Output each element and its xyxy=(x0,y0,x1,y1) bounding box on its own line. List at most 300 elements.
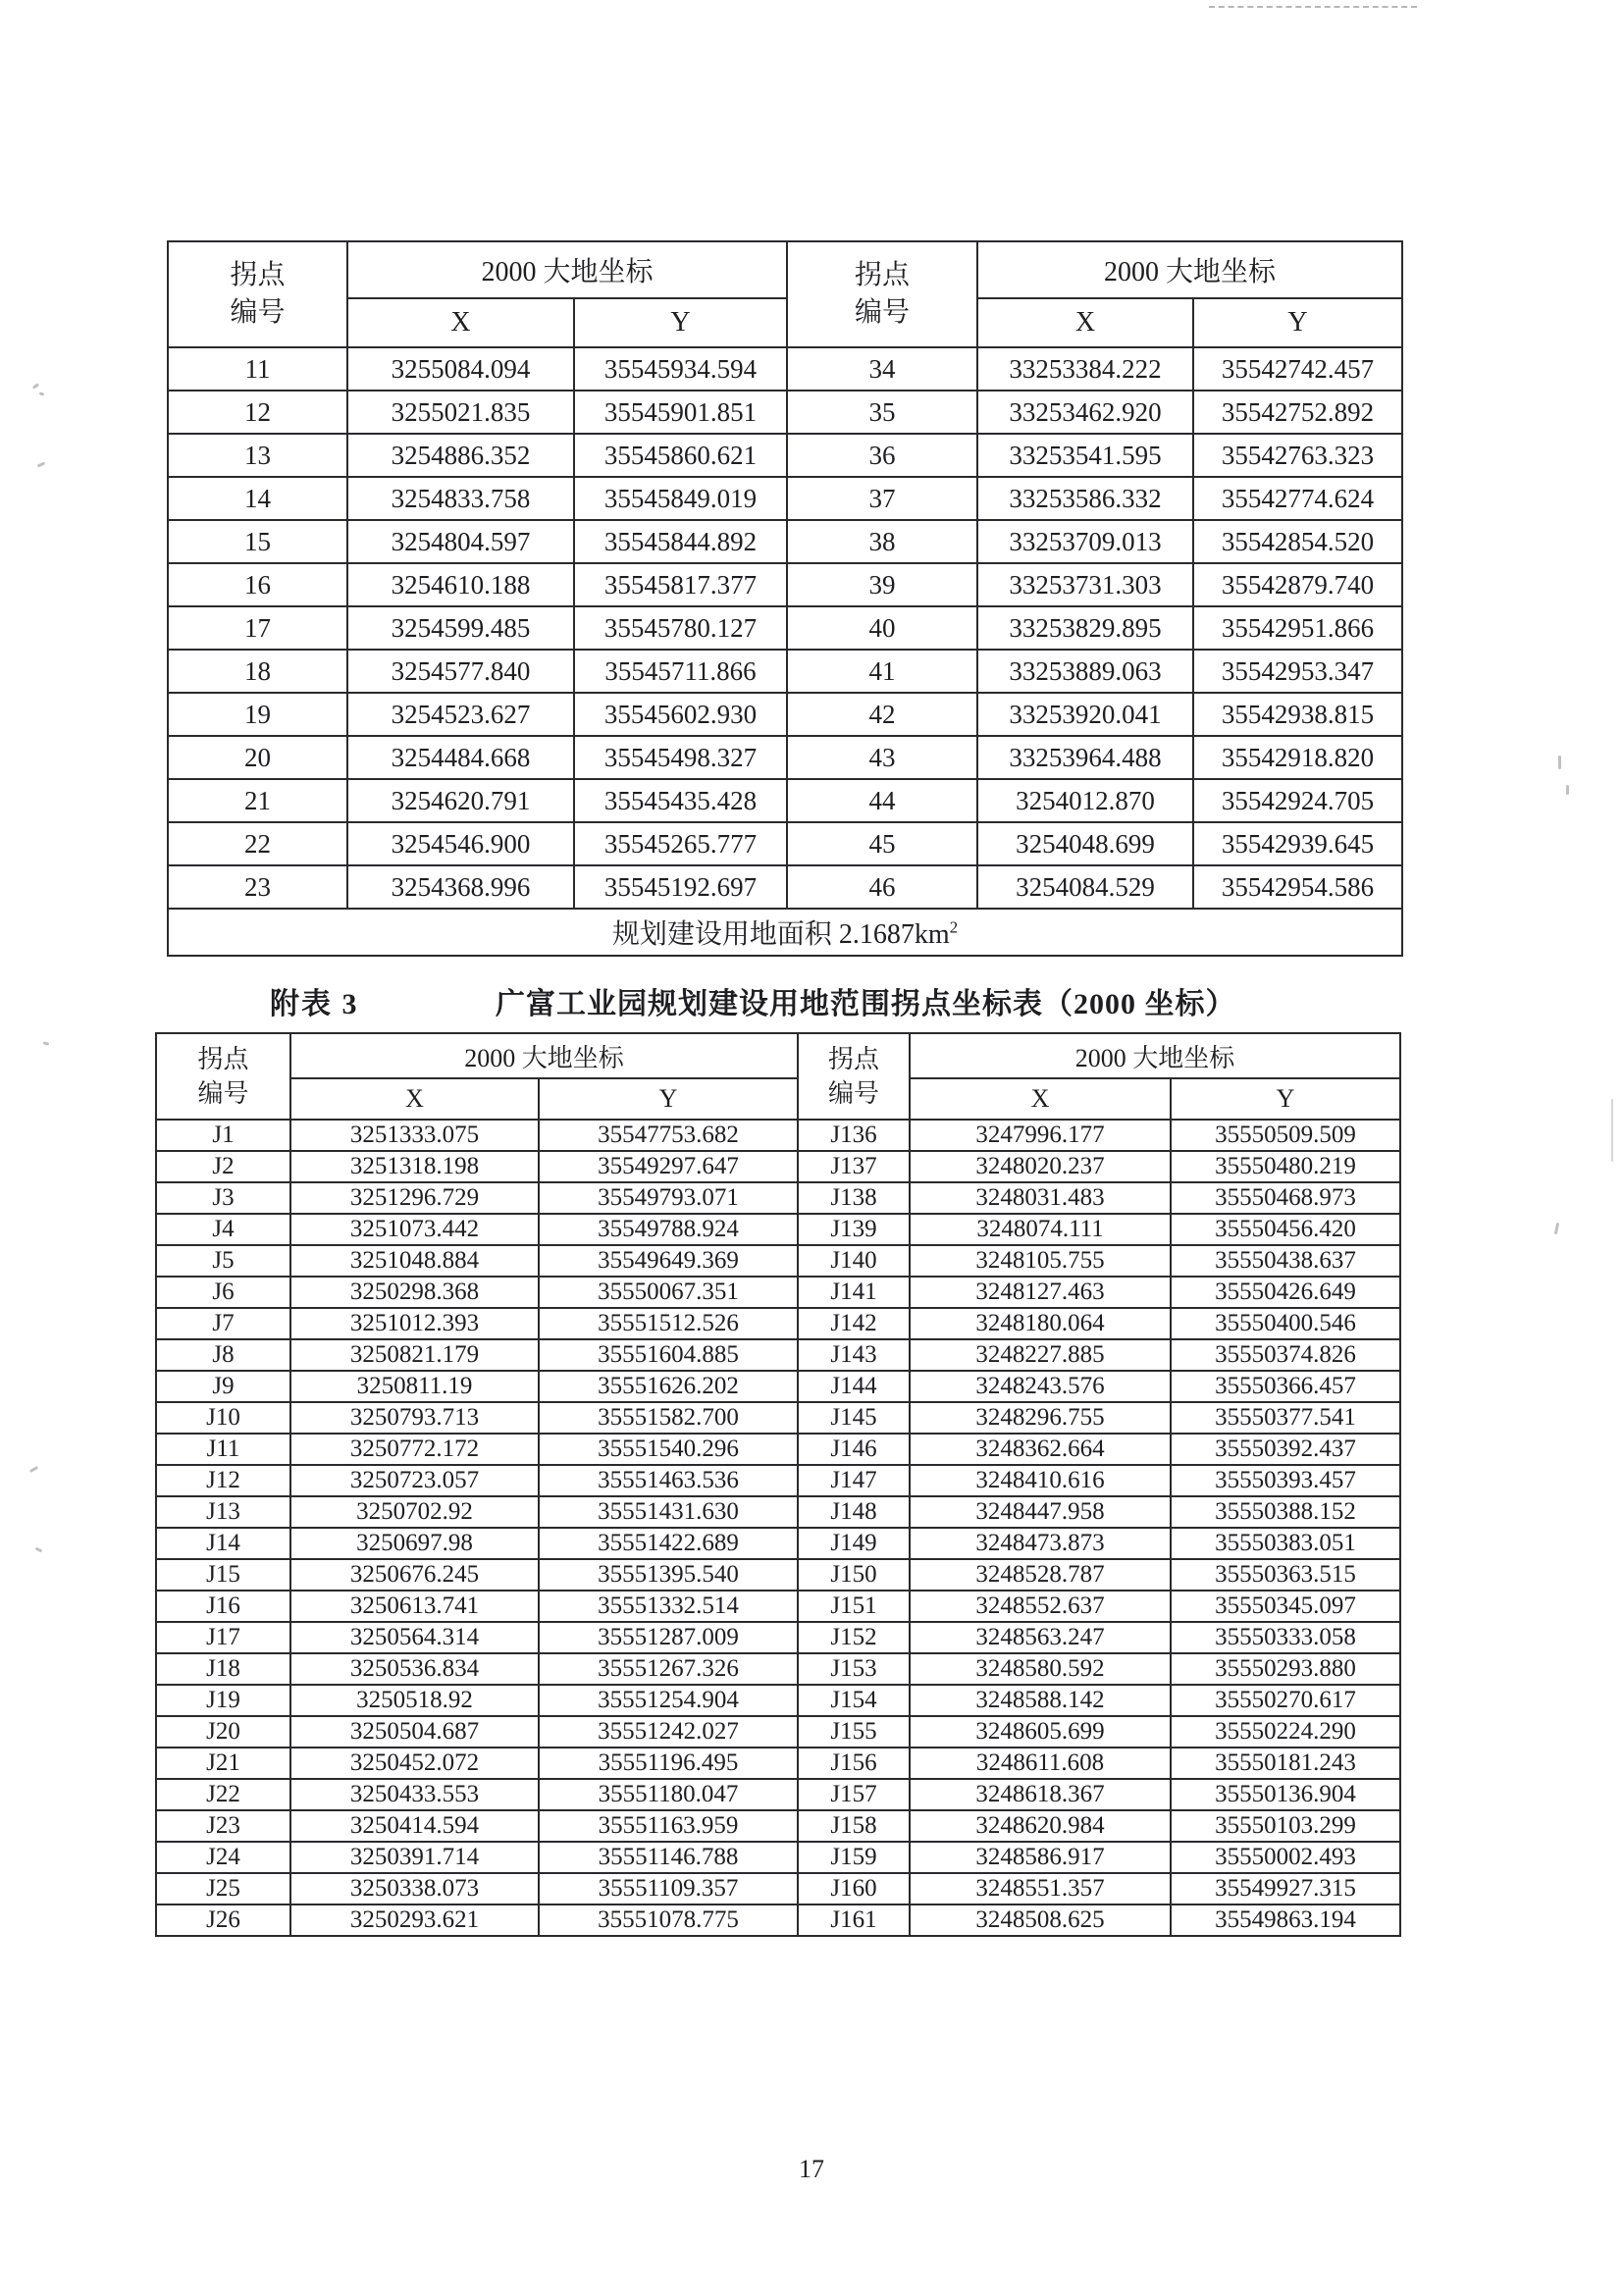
point-id-cell: J149 xyxy=(798,1528,910,1559)
col-header-point-id-right xyxy=(787,241,977,347)
coordinate-y-cell: 35551463.536 xyxy=(539,1465,798,1496)
coordinate-y-cell: 35549793.071 xyxy=(539,1182,798,1214)
coordinate-y-cell: 35551395.540 xyxy=(539,1559,798,1591)
coordinate-y-cell: 35542752.892 xyxy=(1193,391,1402,434)
coordinate-y-cell: 35550374.826 xyxy=(1171,1339,1400,1371)
table-row xyxy=(168,520,1402,563)
point-id-cell: J1 xyxy=(156,1120,290,1151)
scan-artifact xyxy=(32,383,39,389)
coordinate-y-cell: 35545934.594 xyxy=(574,347,787,391)
table-row xyxy=(168,477,1402,520)
coordinate-x-cell: 3254048.699 xyxy=(977,822,1193,865)
coordinate-x-cell: 3254577.840 xyxy=(347,650,574,693)
point-id-cell: J143 xyxy=(798,1339,910,1371)
coordinate-x-cell: 3250772.172 xyxy=(290,1434,539,1465)
col-header-y-left: Y xyxy=(574,298,787,347)
coordinate-y-cell: 35550366.457 xyxy=(1171,1371,1400,1402)
coordinate-y-cell: 35550270.617 xyxy=(1171,1685,1400,1716)
coordinate-x-cell: 3248586.917 xyxy=(910,1842,1171,1873)
point-id-label-line2: 编号 xyxy=(230,297,286,328)
coordinate-x-cell: 3248362.664 xyxy=(910,1434,1171,1465)
point-id-cell: J152 xyxy=(798,1622,910,1653)
scan-artifact xyxy=(35,1547,43,1553)
point-id-cell: J9 xyxy=(156,1371,290,1402)
point-id-cell: 34 xyxy=(787,347,977,391)
point-id-cell: J22 xyxy=(156,1779,290,1810)
point-id-cell: J136 xyxy=(798,1120,910,1151)
point-id-cell: J2 xyxy=(156,1151,290,1182)
coordinate-y-cell: 35545817.377 xyxy=(574,563,787,606)
point-id-cell: J156 xyxy=(798,1748,910,1779)
coordinate-y-cell: 35545192.697 xyxy=(574,865,787,909)
coordinate-y-cell: 35550392.437 xyxy=(1171,1434,1400,1465)
point-id-cell: 23 xyxy=(168,865,347,909)
coordinate-x-cell: 3254833.758 xyxy=(347,477,574,520)
point-id-cell: 16 xyxy=(168,563,347,606)
table2-caption-title: 广富工业园规划建设用地范围拐点坐标表（2000 坐标） xyxy=(496,988,1236,1020)
scan-artifact xyxy=(39,391,45,396)
table-row xyxy=(156,1120,1400,1151)
table-row xyxy=(156,1214,1400,1245)
col-header-coord-group-left: 2000 大地坐标 xyxy=(290,1033,798,1078)
coordinate-y-cell: 35547753.682 xyxy=(539,1120,798,1151)
point-id-cell: 37 xyxy=(787,477,977,520)
table-row xyxy=(156,1779,1400,1810)
point-id-cell: J142 xyxy=(798,1308,910,1339)
coordinate-x-cell: 33253964.488 xyxy=(977,736,1193,779)
coordinate-x-cell: 3254523.627 xyxy=(347,693,574,736)
point-id-cell: J25 xyxy=(156,1873,290,1905)
coordinate-y-cell: 35549649.369 xyxy=(539,1245,798,1277)
coordinate-x-cell: 33253889.063 xyxy=(977,650,1193,693)
table-row xyxy=(168,779,1402,822)
page-number: 17 xyxy=(799,2155,824,2183)
coordinate-x-cell: 3250793.713 xyxy=(290,1402,539,1434)
col-header-y-right: Y xyxy=(1193,298,1402,347)
coordinate-y-cell: 35551242.027 xyxy=(539,1716,798,1748)
coordinate-y-cell: 35551604.885 xyxy=(539,1339,798,1371)
point-id-cell: J23 xyxy=(156,1810,290,1842)
coordinate-x-cell: 3254012.870 xyxy=(977,779,1193,822)
point-id-cell: J3 xyxy=(156,1182,290,1214)
coordinate-x-cell: 3254886.352 xyxy=(347,434,574,477)
coordinate-y-cell: 35550456.420 xyxy=(1171,1214,1400,1245)
table-row xyxy=(168,736,1402,779)
point-id-cell: J155 xyxy=(798,1716,910,1748)
coordinate-y-cell: 35550426.649 xyxy=(1171,1277,1400,1308)
point-id-cell: J6 xyxy=(156,1277,290,1308)
coordinate-y-cell: 35551267.326 xyxy=(539,1653,798,1685)
coordinate-x-cell: 3250821.179 xyxy=(290,1339,539,1371)
coordinate-y-cell: 35545711.866 xyxy=(574,650,787,693)
coordinate-x-cell: 3250391.714 xyxy=(290,1842,539,1873)
point-id-cell: J21 xyxy=(156,1748,290,1779)
point-id-cell: J147 xyxy=(798,1465,910,1496)
coordinate-x-cell: 3254610.188 xyxy=(347,563,574,606)
coordinate-x-cell: 3250811.19 xyxy=(290,1371,539,1402)
coordinate-y-cell: 35551512.526 xyxy=(539,1308,798,1339)
coordinate-y-cell: 35542924.705 xyxy=(1193,779,1402,822)
table-row xyxy=(156,1810,1400,1842)
table-row xyxy=(156,1151,1400,1182)
point-id-cell: J7 xyxy=(156,1308,290,1339)
table-row xyxy=(168,865,1402,909)
coordinate-x-cell: 3248031.483 xyxy=(910,1182,1171,1214)
coordinate-y-cell: 35550400.546 xyxy=(1171,1308,1400,1339)
point-id-cell: J158 xyxy=(798,1810,910,1842)
coordinate-y-cell: 35542854.520 xyxy=(1193,520,1402,563)
col-header-point-id-right xyxy=(798,1033,910,1120)
coordinate-x-cell: 3248618.367 xyxy=(910,1779,1171,1810)
col-header-x-right: X xyxy=(910,1078,1171,1120)
coordinate-y-cell: 35551582.700 xyxy=(539,1402,798,1434)
coordinate-y-cell: 35542939.645 xyxy=(1193,822,1402,865)
coordinate-y-cell: 35551196.495 xyxy=(539,1748,798,1779)
coordinate-x-cell: 33253731.303 xyxy=(977,563,1193,606)
coordinate-y-cell: 35545844.892 xyxy=(574,520,787,563)
table-row xyxy=(156,1748,1400,1779)
coordinate-y-cell: 35545860.621 xyxy=(574,434,787,477)
coordinate-y-cell: 35551332.514 xyxy=(539,1591,798,1622)
coordinate-y-cell: 35550293.880 xyxy=(1171,1653,1400,1685)
coordinate-y-cell: 35551540.296 xyxy=(539,1434,798,1465)
coordinate-y-cell: 35551163.959 xyxy=(539,1810,798,1842)
table-row xyxy=(156,1653,1400,1685)
point-id-cell: 21 xyxy=(168,779,347,822)
point-id-label-line2: 编号 xyxy=(197,1079,249,1108)
point-id-cell: 38 xyxy=(787,520,977,563)
coordinate-y-cell: 35542938.815 xyxy=(1193,693,1402,736)
table-row xyxy=(156,1622,1400,1653)
table-row xyxy=(156,1905,1400,1936)
coordinate-x-cell: 3248551.357 xyxy=(910,1873,1171,1905)
point-id-cell: J12 xyxy=(156,1465,290,1496)
point-id-cell: J141 xyxy=(798,1277,910,1308)
table2-caption-label: 附表 3 xyxy=(270,988,359,1020)
col-header-x-left: X xyxy=(347,298,574,347)
coordinate-y-cell: 35550438.637 xyxy=(1171,1245,1400,1277)
point-id-cell: J154 xyxy=(798,1685,910,1716)
coordinate-x-cell: 3250518.92 xyxy=(290,1685,539,1716)
point-id-cell: J151 xyxy=(798,1591,910,1622)
coordinate-y-cell: 35550377.541 xyxy=(1171,1402,1400,1434)
table-row xyxy=(156,1716,1400,1748)
point-id-cell: J4 xyxy=(156,1214,290,1245)
table-row xyxy=(156,1465,1400,1496)
scan-artifact xyxy=(1611,1099,1613,1162)
coordinate-x-cell: 3250676.245 xyxy=(290,1559,539,1591)
coordinate-x-cell: 3248020.237 xyxy=(910,1151,1171,1182)
coordinate-y-cell: 35551431.630 xyxy=(539,1496,798,1528)
point-id-label-line2: 编号 xyxy=(855,297,911,328)
coordinate-y-cell: 35542953.347 xyxy=(1193,650,1402,693)
coordinate-y-cell: 35542742.457 xyxy=(1193,347,1402,391)
scan-artifact xyxy=(43,1041,50,1045)
col-header-y-left: Y xyxy=(539,1078,798,1120)
point-id-cell: 46 xyxy=(787,865,977,909)
table2-caption xyxy=(0,979,1623,1020)
coordinate-y-cell: 35550383.051 xyxy=(1171,1528,1400,1559)
table-row xyxy=(168,650,1402,693)
coordinate-y-cell: 35549297.647 xyxy=(539,1151,798,1182)
coordinate-x-cell: 3248588.142 xyxy=(910,1685,1171,1716)
point-id-cell: J13 xyxy=(156,1496,290,1528)
point-id-label-line2: 编号 xyxy=(828,1079,880,1108)
coordinate-table-lower xyxy=(155,1032,1401,1937)
table-row xyxy=(168,563,1402,606)
point-id-cell: 40 xyxy=(787,606,977,650)
point-id-cell: 11 xyxy=(168,347,347,391)
point-id-cell: 17 xyxy=(168,606,347,650)
point-id-cell: J153 xyxy=(798,1653,910,1685)
point-id-cell: 12 xyxy=(168,391,347,434)
point-id-cell: 43 xyxy=(787,736,977,779)
coordinate-x-cell: 3248243.576 xyxy=(910,1371,1171,1402)
table-row xyxy=(168,606,1402,650)
coordinate-y-cell: 35550136.904 xyxy=(1171,1779,1400,1810)
point-id-cell: J19 xyxy=(156,1685,290,1716)
table-row xyxy=(156,1528,1400,1559)
coordinate-y-cell: 35550345.097 xyxy=(1171,1591,1400,1622)
coordinate-x-cell: 3250697.98 xyxy=(290,1528,539,1559)
coordinate-x-cell: 3251073.442 xyxy=(290,1214,539,1245)
table-row xyxy=(156,1496,1400,1528)
point-id-cell: J146 xyxy=(798,1434,910,1465)
point-id-cell: J138 xyxy=(798,1182,910,1214)
coordinate-y-cell: 35551422.689 xyxy=(539,1528,798,1559)
coordinate-x-cell: 3248074.111 xyxy=(910,1214,1171,1245)
coordinate-x-cell: 3250723.057 xyxy=(290,1465,539,1496)
coordinate-y-cell: 35551078.775 xyxy=(539,1905,798,1936)
coordinate-x-cell: 3248410.616 xyxy=(910,1465,1171,1496)
col-header-x-left: X xyxy=(290,1078,539,1120)
coordinate-y-cell: 35551180.047 xyxy=(539,1779,798,1810)
table-row xyxy=(156,1339,1400,1371)
coordinate-y-cell: 35545602.930 xyxy=(574,693,787,736)
coordinate-x-cell: 3248580.592 xyxy=(910,1653,1171,1685)
point-id-cell: 42 xyxy=(787,693,977,736)
point-id-cell: J20 xyxy=(156,1716,290,1748)
point-id-cell: J140 xyxy=(798,1245,910,1277)
table-row xyxy=(156,1434,1400,1465)
coordinate-x-cell: 33253384.222 xyxy=(977,347,1193,391)
coordinate-y-cell: 35551626.202 xyxy=(539,1371,798,1402)
coordinate-y-cell: 35549927.315 xyxy=(1171,1873,1400,1905)
coordinate-y-cell: 35542774.624 xyxy=(1193,477,1402,520)
planned-area-text: 规划建设用地面积 2.1687km xyxy=(611,919,950,950)
scan-artifact xyxy=(1558,756,1561,769)
table-row xyxy=(168,434,1402,477)
table-row xyxy=(156,1559,1400,1591)
coordinate-y-cell: 35550393.457 xyxy=(1171,1465,1400,1496)
coordinate-x-cell: 3250702.92 xyxy=(290,1496,539,1528)
point-id-cell: 36 xyxy=(787,434,977,477)
coordinate-x-cell: 3248296.755 xyxy=(910,1402,1171,1434)
coordinate-x-cell: 3250338.073 xyxy=(290,1873,539,1905)
coordinate-x-cell: 3247996.177 xyxy=(910,1120,1171,1151)
coordinate-x-cell: 3248563.247 xyxy=(910,1622,1171,1653)
coordinate-x-cell: 3251048.884 xyxy=(290,1245,539,1277)
coordinate-x-cell: 3254804.597 xyxy=(347,520,574,563)
point-id-cell: 14 xyxy=(168,477,347,520)
col-header-y-right: Y xyxy=(1171,1078,1400,1120)
coordinate-y-cell: 35550468.973 xyxy=(1171,1182,1400,1214)
coordinate-y-cell: 35550224.290 xyxy=(1171,1716,1400,1748)
scan-artifact xyxy=(1554,1223,1559,1234)
point-id-cell: J17 xyxy=(156,1622,290,1653)
coordinate-y-cell: 35542879.740 xyxy=(1193,563,1402,606)
coordinate-x-cell: 3254484.668 xyxy=(347,736,574,779)
point-id-cell: 20 xyxy=(168,736,347,779)
point-id-cell: J159 xyxy=(798,1842,910,1873)
scan-artifact xyxy=(29,1466,38,1473)
coordinate-x-cell: 3248611.608 xyxy=(910,1748,1171,1779)
table-body xyxy=(156,1120,1400,1936)
point-id-cell: J160 xyxy=(798,1873,910,1905)
col-header-point-id-left xyxy=(168,241,347,347)
coordinate-x-cell: 3248227.885 xyxy=(910,1339,1171,1371)
point-id-cell: J137 xyxy=(798,1151,910,1182)
coordinate-x-cell: 3250536.834 xyxy=(290,1653,539,1685)
coordinate-x-cell: 3250293.621 xyxy=(290,1905,539,1936)
coordinate-y-cell: 35545498.327 xyxy=(574,736,787,779)
table-row xyxy=(156,1277,1400,1308)
point-id-cell: J148 xyxy=(798,1496,910,1528)
coordinate-x-cell: 3251333.075 xyxy=(290,1120,539,1151)
coordinate-y-cell: 35545435.428 xyxy=(574,779,787,822)
coordinate-x-cell: 3251318.198 xyxy=(290,1151,539,1182)
point-id-cell: J10 xyxy=(156,1402,290,1434)
coordinate-x-cell: 3251296.729 xyxy=(290,1182,539,1214)
col-header-x-right: X xyxy=(977,298,1193,347)
coordinate-x-cell: 3254368.996 xyxy=(347,865,574,909)
point-id-cell: 22 xyxy=(168,822,347,865)
point-id-cell: 41 xyxy=(787,650,977,693)
coordinate-x-cell: 3248620.984 xyxy=(910,1810,1171,1842)
coordinate-y-cell: 35550509.509 xyxy=(1171,1120,1400,1151)
table-row xyxy=(156,1308,1400,1339)
scan-artifact-dashed-line xyxy=(1209,6,1417,8)
point-id-label-line1: 拐点 xyxy=(855,260,911,291)
coordinate-x-cell: 33253920.041 xyxy=(977,693,1193,736)
col-header-coord-group-right: 2000 大地坐标 xyxy=(910,1033,1400,1078)
coordinate-y-cell: 35551109.357 xyxy=(539,1873,798,1905)
table-row xyxy=(156,1371,1400,1402)
coordinate-x-cell: 3248127.463 xyxy=(910,1277,1171,1308)
coordinate-x-cell: 3248528.787 xyxy=(910,1559,1171,1591)
coordinate-x-cell: 3248105.755 xyxy=(910,1245,1171,1277)
coordinate-y-cell: 35542954.586 xyxy=(1193,865,1402,909)
coordinate-x-cell: 33253829.895 xyxy=(977,606,1193,650)
coordinate-y-cell: 35550333.058 xyxy=(1171,1622,1400,1653)
point-id-label-line1: 拐点 xyxy=(230,260,286,291)
col-header-coord-group-right: 2000 大地坐标 xyxy=(977,241,1402,298)
coordinate-table-upper xyxy=(167,240,1403,957)
coordinate-x-cell: 3255021.835 xyxy=(347,391,574,434)
coordinate-x-cell: 3248508.625 xyxy=(910,1905,1171,1936)
coordinate-y-cell: 35550181.243 xyxy=(1171,1748,1400,1779)
table-row xyxy=(156,1842,1400,1873)
table-row xyxy=(156,1245,1400,1277)
coordinate-x-cell: 3251012.393 xyxy=(290,1308,539,1339)
point-id-cell: 15 xyxy=(168,520,347,563)
coordinate-x-cell: 33253586.332 xyxy=(977,477,1193,520)
point-id-cell: J5 xyxy=(156,1245,290,1277)
table-row xyxy=(156,1182,1400,1214)
coordinate-y-cell: 35550388.152 xyxy=(1171,1496,1400,1528)
coordinate-y-cell: 35545901.851 xyxy=(574,391,787,434)
point-id-cell: J145 xyxy=(798,1402,910,1434)
table-row xyxy=(168,347,1402,391)
coordinate-x-cell: 3254599.485 xyxy=(347,606,574,650)
coordinate-y-cell: 35550067.351 xyxy=(539,1277,798,1308)
planned-area-superscript: 2 xyxy=(949,917,959,937)
coordinate-x-cell: 3248473.873 xyxy=(910,1528,1171,1559)
coordinate-x-cell: 3250298.368 xyxy=(290,1277,539,1308)
coordinate-y-cell: 35550480.219 xyxy=(1171,1151,1400,1182)
point-id-label-line1: 拐点 xyxy=(828,1044,880,1073)
point-id-cell: J157 xyxy=(798,1779,910,1810)
coordinate-x-cell: 3248447.958 xyxy=(910,1496,1171,1528)
coordinate-x-cell: 3255084.094 xyxy=(347,347,574,391)
coordinate-y-cell: 35550363.515 xyxy=(1171,1559,1400,1591)
coordinate-y-cell: 35542951.866 xyxy=(1193,606,1402,650)
table-body xyxy=(168,347,1402,909)
table-row xyxy=(156,1685,1400,1716)
col-header-coord-group-left: 2000 大地坐标 xyxy=(347,241,787,298)
point-id-cell: J18 xyxy=(156,1653,290,1685)
coordinate-y-cell: 35545849.019 xyxy=(574,477,787,520)
point-id-cell: 19 xyxy=(168,693,347,736)
point-id-cell: 18 xyxy=(168,650,347,693)
coordinate-x-cell: 3250613.741 xyxy=(290,1591,539,1622)
point-id-cell: 45 xyxy=(787,822,977,865)
coordinate-x-cell: 3250564.314 xyxy=(290,1622,539,1653)
coordinate-x-cell: 33253541.595 xyxy=(977,434,1193,477)
coordinate-x-cell: 33253709.013 xyxy=(977,520,1193,563)
col-header-point-id-left xyxy=(156,1033,290,1120)
point-id-cell: J139 xyxy=(798,1214,910,1245)
coordinate-y-cell: 35550002.493 xyxy=(1171,1842,1400,1873)
coordinate-y-cell: 35542918.820 xyxy=(1193,736,1402,779)
coordinate-x-cell: 3250452.072 xyxy=(290,1748,539,1779)
point-id-cell: 44 xyxy=(787,779,977,822)
coordinate-y-cell: 35550103.299 xyxy=(1171,1810,1400,1842)
table-row xyxy=(168,693,1402,736)
coordinate-x-cell: 3248180.064 xyxy=(910,1308,1171,1339)
table-row xyxy=(156,1402,1400,1434)
scan-artifact xyxy=(37,461,46,467)
point-id-cell: J26 xyxy=(156,1905,290,1936)
coordinate-y-cell: 35542763.323 xyxy=(1193,434,1402,477)
coordinate-x-cell: 3254620.791 xyxy=(347,779,574,822)
table-row xyxy=(168,822,1402,865)
scan-artifact xyxy=(1566,785,1569,795)
coordinate-y-cell: 35545265.777 xyxy=(574,822,787,865)
coordinate-y-cell: 35551146.788 xyxy=(539,1842,798,1873)
point-id-cell: J11 xyxy=(156,1434,290,1465)
table-row xyxy=(156,1591,1400,1622)
coordinate-x-cell: 3248552.637 xyxy=(910,1591,1171,1622)
coordinate-y-cell: 35545780.127 xyxy=(574,606,787,650)
point-id-cell: J8 xyxy=(156,1339,290,1371)
table-row xyxy=(156,1873,1400,1905)
table-row xyxy=(168,391,1402,434)
planned-area-footer xyxy=(168,909,1402,956)
point-id-cell: J144 xyxy=(798,1371,910,1402)
coordinate-y-cell: 35551254.904 xyxy=(539,1685,798,1716)
point-id-label-line1: 拐点 xyxy=(197,1044,249,1073)
